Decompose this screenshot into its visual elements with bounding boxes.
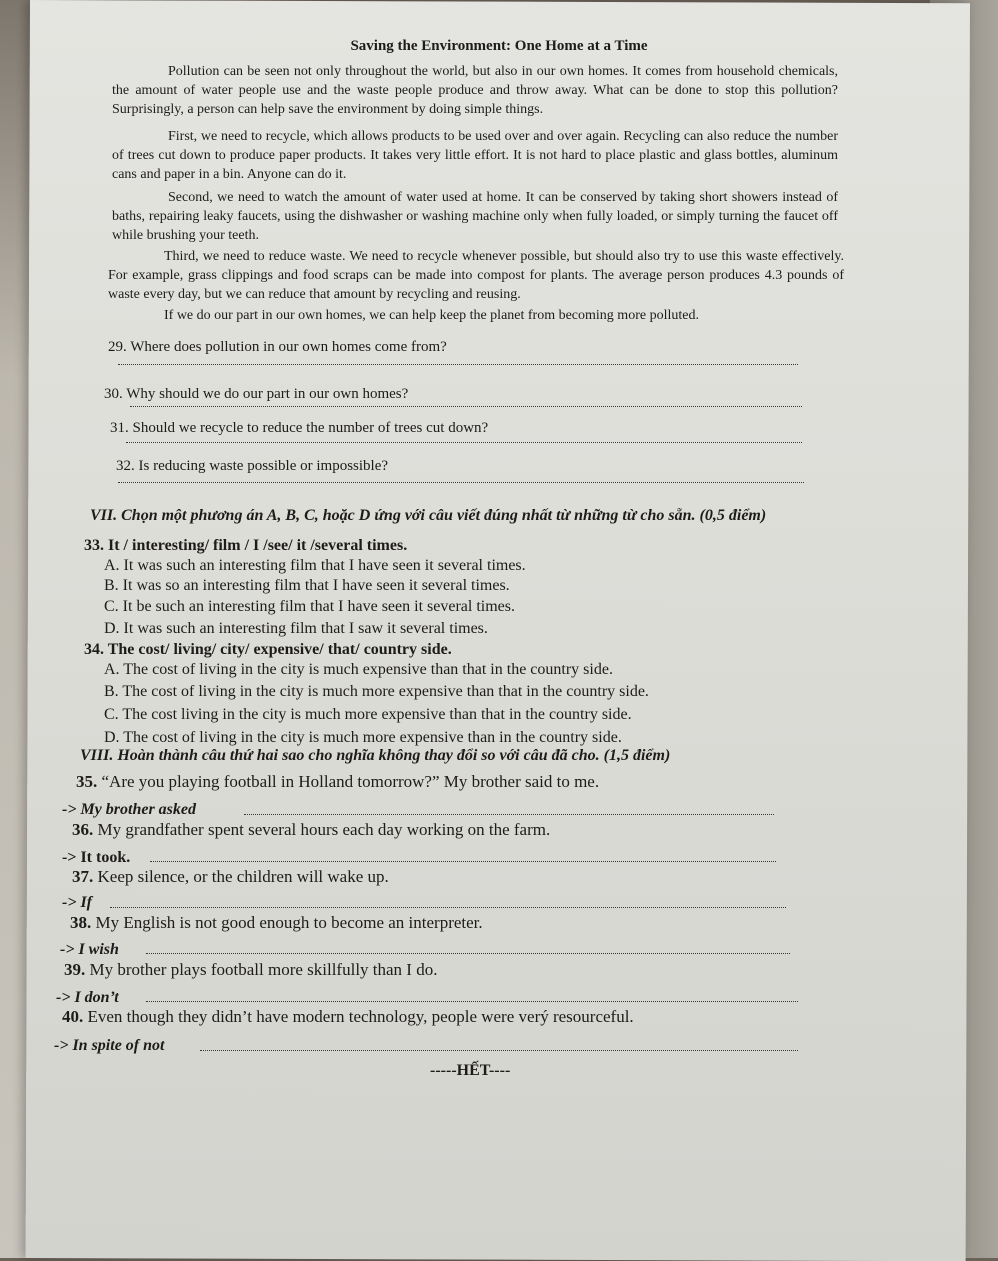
question-35-prompt: -> My brother asked [62, 801, 196, 818]
answer-line-38[interactable] [146, 953, 790, 954]
question-34-option-a[interactable]: A. The cost of living in the city is much expensive than that in the country side. [104, 661, 613, 678]
reading-question-32: 32. Is reducing waste possible or impossible? [116, 458, 389, 474]
question-33-option-b[interactable]: B. It was so an interesting film that I have seen it several times. [104, 577, 510, 594]
question-33-option-c[interactable]: C. It be such an interesting film that I have seen it several times. [104, 598, 515, 615]
question-34-option-d[interactable]: D. The cost of living in the city is much more expensive than in the country side. [104, 729, 622, 746]
paragraph-1: Pollution can be seen not only throughout the world, but also in our own homes. It comes from household chemicals, the amount of water people use and the waste people produce and throw away. What can be done to stop this pollution? Surprisingly, a person can help save the environment by doing simple things. [112, 64, 838, 117]
section-8-heading: VIII. Hoàn thành câu thứ hai sao cho nghĩa không thay đổi so với câu đã cho. (1,5 điểm) [80, 747, 671, 764]
passage-title: Saving the Environment: One Home at a Time [350, 38, 648, 54]
question-40-sentence: 40. Even though they didn’t have modern technology, people were verý resourceful. [62, 1007, 634, 1026]
answer-line-31[interactable] [126, 442, 802, 443]
question-37-sentence: 37. Keep silence, or the children will wake up. [72, 867, 389, 886]
question-33-option-a[interactable]: A. It was such an interesting film that I have seen it several times. [104, 557, 526, 574]
paragraph-5: If we do our part in our own homes, we can help keep the planet from becoming more polluted. [164, 308, 699, 323]
question-34-option-b[interactable]: B. The cost of living in the city is much more expensive than that in the country side. [104, 683, 649, 700]
reading-question-31: 31. Should we recycle to reduce the number of trees cut down? [110, 420, 489, 436]
paragraph-3: Second, we need to watch the amount of water used at home. It can be conserved by taking short showers instead of baths, repairing leaky faucets, using the dishwasher or washing machine only when fully loaded, or simply turning the faucet off while brushing your teeth. [112, 190, 838, 243]
answer-line-40[interactable] [200, 1050, 798, 1051]
question-38-prompt: -> I wish [60, 941, 119, 958]
paragraph-2: First, we need to recycle, which allows products to be used over and over again. Recycling can also reduce the number of trees cut down to produce paper products. It takes very little effort. It is not hard to place plastic and glass bottles, aluminum cans and paper in a bin. Anyone can do it. [112, 129, 838, 182]
answer-line-32[interactable] [118, 482, 804, 483]
answer-line-36[interactable] [150, 861, 776, 862]
question-39-sentence: 39. My brother plays football more skillfully than I do. [64, 960, 438, 979]
question-36-sentence: 36. My grandfather spent several hours each day working on the farm. [72, 820, 551, 839]
question-40-prompt: -> In spite of not [54, 1037, 165, 1054]
question-33-option-d[interactable]: D. It was such an interesting film that I saw it several times. [104, 620, 488, 637]
question-36-prompt: -> It took. [62, 849, 131, 866]
end-marker: -----HẾT---- [430, 1062, 511, 1079]
question-37-prompt: -> If [62, 894, 92, 911]
question-39-prompt: -> I don’t [56, 989, 119, 1006]
answer-line-39[interactable] [146, 1001, 798, 1002]
answer-line-37[interactable] [110, 907, 786, 908]
answer-line-35[interactable] [244, 814, 774, 815]
question-33-stem: 33. It / interesting/ film / I /see/ it /several times. [84, 537, 408, 554]
reading-question-29: 29. Where does pollution in our own homes come from? [108, 339, 447, 355]
paragraph-4: Third, we need to reduce waste. We need to recycle whenever possible, but should also try to use this waste effectively. For example, grass clippings and food scraps can be made into compost for plants. The average person produces 4.3 pounds of waste every day, but we can reduce that amount by recycling and reusing. [108, 249, 844, 302]
question-34-stem: 34. The cost/ living/ city/ expensive/ that/ country side. [84, 641, 452, 658]
question-35-sentence: 35. “Are you playing football in Holland tomorrow?” My brother said to me. [76, 772, 600, 791]
question-34-option-c[interactable]: C. The cost living in the city is much more expensive than that in the country side. [104, 706, 632, 723]
answer-line-30[interactable] [130, 406, 802, 407]
answer-line-29[interactable] [118, 364, 798, 365]
section-7-heading: VII. Chọn một phương án A, B, C, hoặc D ứng với câu viết đúng nhất từ những từ cho sẵn. (0,5 điểm) [90, 507, 767, 524]
reading-question-30: 30. Why should we do our part in our own homes? [104, 386, 409, 402]
question-38-sentence: 38. My English is not good enough to become an interpreter. [70, 913, 483, 932]
